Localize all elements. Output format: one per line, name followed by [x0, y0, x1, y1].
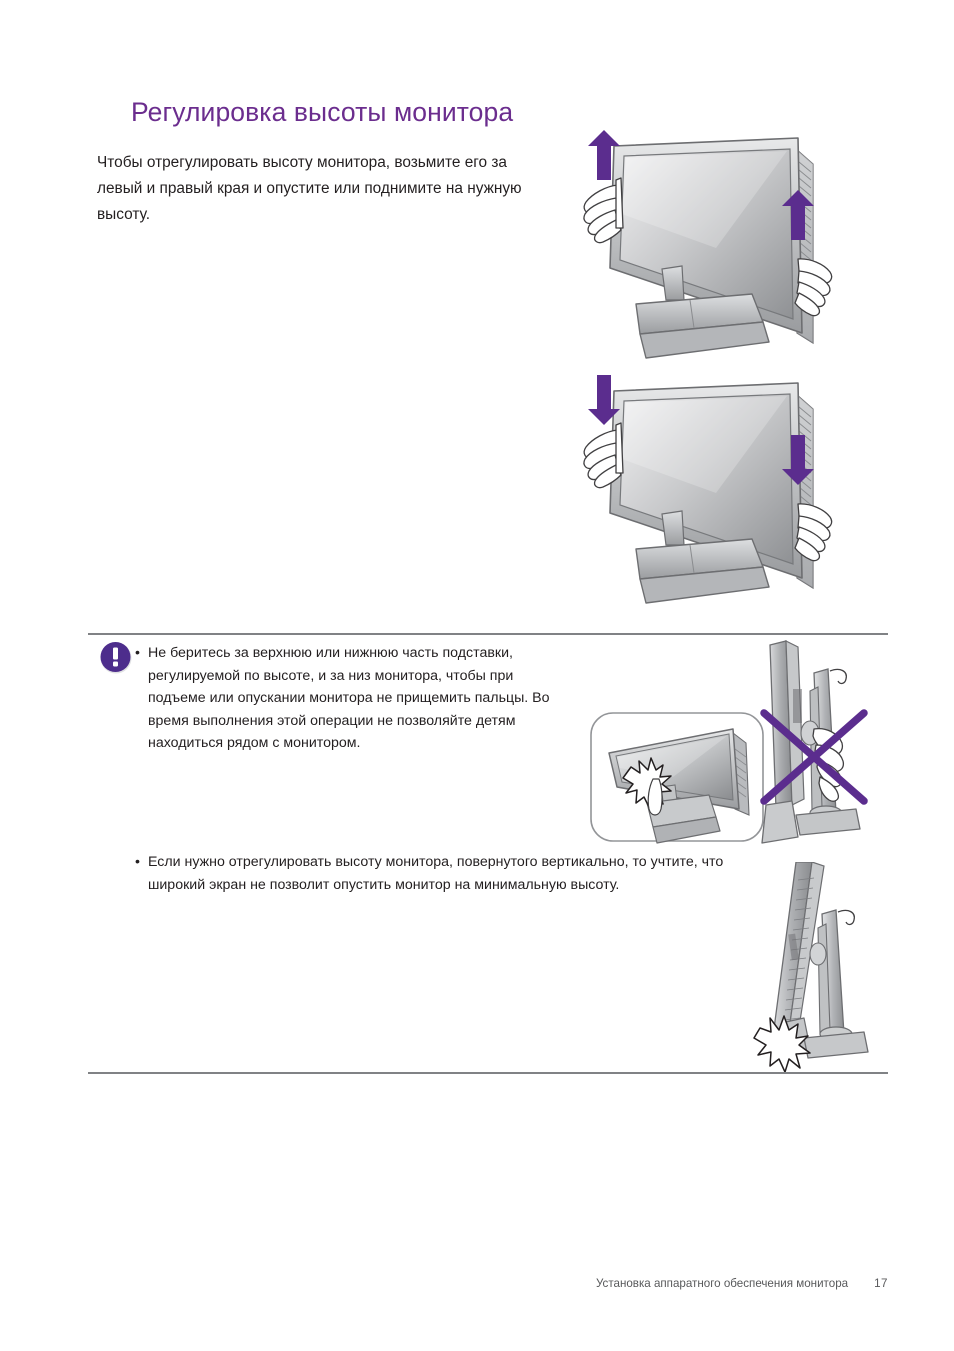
warning-text-1: Не беритесь за верхнюю или нижнюю часть подставки, регулируемой по высоте, и за низ монитора, чтобы при подъеме или опускании монитора не прищемить пальцы. Во время выполнения этой операции не позволяйте детям находиться рядом с монитором.: [148, 645, 550, 752]
warning-bullet-list-primary: [134, 642, 572, 755]
warning-bullet-list-secondary: [134, 851, 754, 896]
list-item: [134, 851, 754, 896]
left-hand: [584, 178, 623, 243]
section-divider-top: [88, 633, 888, 635]
footer-page-number: 17: [874, 1277, 888, 1290]
pinch-hazard-illustration: [583, 637, 769, 849]
section-divider-bottom: [88, 1072, 888, 1074]
list-item: [134, 642, 572, 755]
page-title: Регулировка высоты монитора: [131, 96, 514, 127]
do-not-hold-stand-illustration: [752, 637, 874, 849]
footer-section-title: Установка аппаратного обеспечения монитора: [595, 1277, 849, 1290]
page-footer: [88, 1277, 888, 1290]
monitor-raise-illustration: [566, 128, 834, 376]
bullet-marker: •: [135, 854, 140, 870]
monitor-lower-illustration: [566, 373, 834, 621]
right-hand: [795, 504, 832, 561]
left-hand: [584, 423, 623, 488]
warning-text-2: Если нужно отрегулировать высоту монитора, повернутого вертикально, то учтите, что широкий экран не позволит опустить монитор на минимальную высоту.: [148, 854, 724, 893]
exclamation-circle-icon: [99, 640, 135, 676]
right-hand: [795, 259, 832, 316]
bullet-marker: •: [135, 645, 140, 661]
finger: [648, 779, 662, 815]
intro-paragraph: Чтобы отрегулировать высоту монитора, возьмите его за левый и правый края и опустите или поднимите на нужную высоту.: [97, 154, 522, 223]
portrait-height-limit-illustration: [752, 862, 884, 1074]
